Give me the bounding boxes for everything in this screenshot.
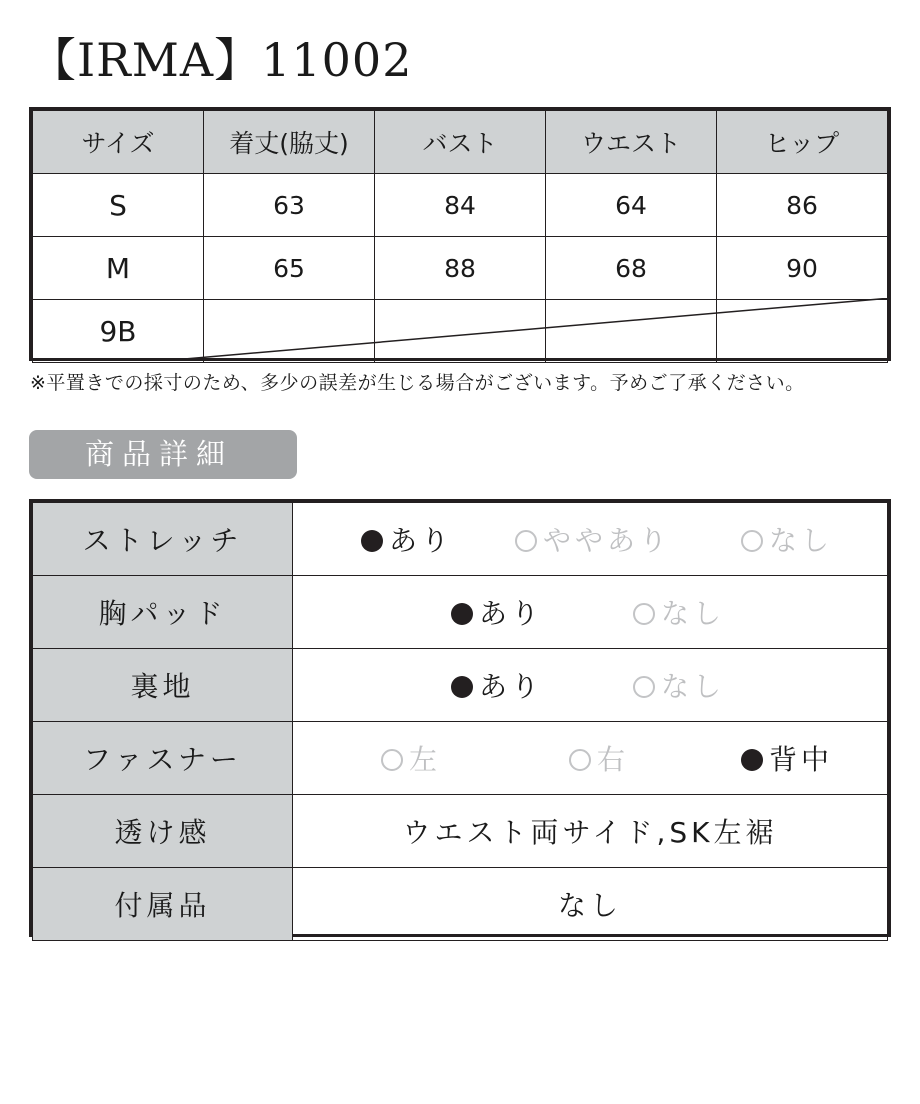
- header-length: 着丈(脇丈): [204, 111, 375, 174]
- empty-circle-icon: [741, 530, 763, 552]
- filled-circle-icon: [361, 530, 383, 552]
- detail-label: 胸パッド: [33, 576, 293, 649]
- detail-label: ファスナー: [33, 722, 293, 795]
- empty-circle-icon: [515, 530, 537, 552]
- option-selected: あり: [451, 592, 543, 632]
- detail-label: ストレッチ: [33, 503, 293, 576]
- detail-options: [293, 576, 888, 649]
- option-unselected: なし: [633, 665, 725, 705]
- size-label: S: [33, 174, 204, 237]
- cell-length: [204, 300, 375, 363]
- detail-row-stretch: [33, 503, 888, 576]
- detail-row-accessories: [33, 868, 888, 941]
- detail-label: 裏地: [33, 649, 293, 722]
- option-selected: あり: [361, 519, 453, 559]
- option-unselected: なし: [741, 519, 833, 559]
- cell-bust: 84: [375, 174, 546, 237]
- empty-circle-icon: [633, 676, 655, 698]
- cell-bust: [375, 300, 546, 363]
- size-row-s: [33, 174, 888, 237]
- cell-length: 65: [204, 237, 375, 300]
- header-bust: バスト: [375, 111, 546, 174]
- cell-hip: [717, 300, 888, 363]
- cell-hip: 86: [717, 174, 888, 237]
- detail-row-chest-pad: [33, 576, 888, 649]
- detail-row-lining: [33, 649, 888, 722]
- detail-options: [293, 503, 888, 576]
- size-label: M: [33, 237, 204, 300]
- option-selected: あり: [451, 665, 543, 705]
- cell-bust: 88: [375, 237, 546, 300]
- details-table: [29, 499, 891, 937]
- cell-length: 63: [204, 174, 375, 237]
- empty-circle-icon: [633, 603, 655, 625]
- option-unselected: なし: [633, 592, 725, 632]
- filled-circle-icon: [451, 676, 473, 698]
- detail-options: [293, 649, 888, 722]
- empty-circle-icon: [569, 749, 591, 771]
- detail-row-sheerness: [33, 795, 888, 868]
- filled-circle-icon: [741, 749, 763, 771]
- header-waist: ウエスト: [546, 111, 717, 174]
- size-row-m: [33, 237, 888, 300]
- size-table-header-row: [33, 111, 888, 174]
- header-hip: ヒップ: [717, 111, 888, 174]
- measurement-note: ※平置きでの採寸のため、多少の誤差が生じる場合がございます。予めご了承ください。: [30, 372, 805, 394]
- filled-circle-icon: [451, 603, 473, 625]
- detail-label: 付属品: [33, 868, 293, 941]
- detail-label: 透け感: [33, 795, 293, 868]
- size-label: 9B: [33, 300, 204, 363]
- cell-waist: 68: [546, 237, 717, 300]
- option-unselected: 左: [381, 738, 441, 778]
- cell-waist: [546, 300, 717, 363]
- cell-waist: 64: [546, 174, 717, 237]
- size-row-9b: [33, 300, 888, 363]
- section-badge: 商品詳細: [29, 430, 297, 479]
- option-unselected: ややあり: [515, 519, 671, 559]
- product-title: 【IRMA】11002: [30, 33, 413, 87]
- detail-row-zipper: [33, 722, 888, 795]
- detail-options: [293, 722, 888, 795]
- cell-hip: 90: [717, 237, 888, 300]
- detail-value: なし: [293, 868, 888, 941]
- empty-circle-icon: [381, 749, 403, 771]
- header-size: サイズ: [33, 111, 204, 174]
- option-selected: 背中: [741, 738, 833, 778]
- size-table: [29, 107, 891, 361]
- detail-value: ウエスト両サイド,SK左裾: [293, 795, 888, 868]
- option-unselected: 右: [569, 738, 629, 778]
